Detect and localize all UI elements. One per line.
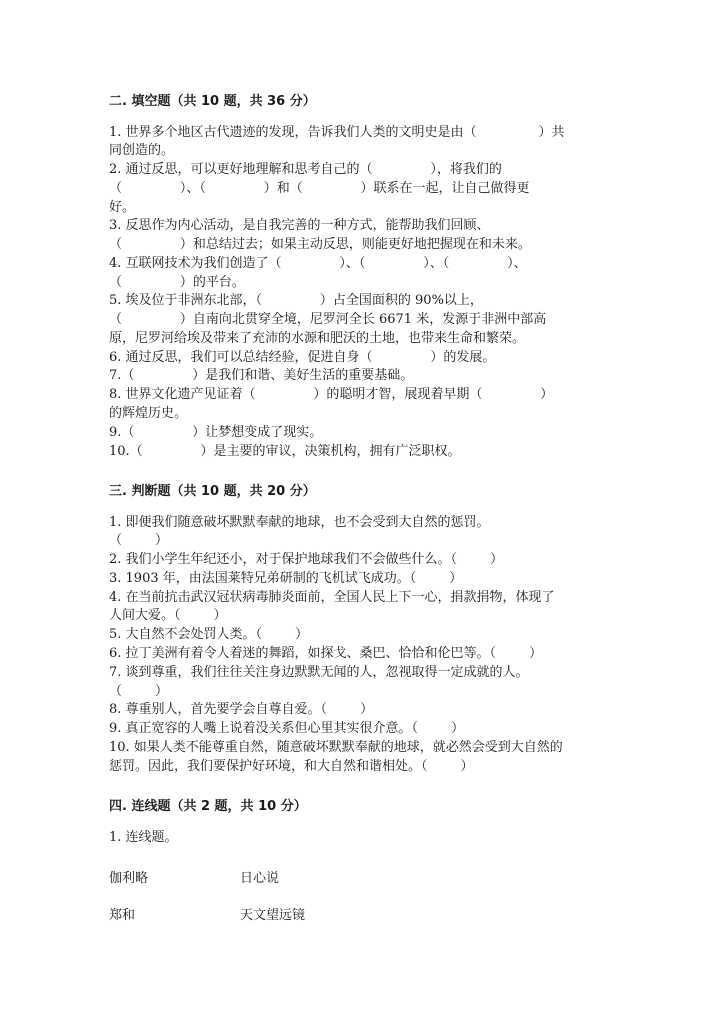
- true-false-line: 4. 在当前抗击武汉冠状病毒肺炎面前，全国人民上下一心，捐款捐物，体现了: [109, 590, 555, 605]
- match-right-item: 天文望远镜: [240, 908, 306, 923]
- match-left-item: 伽利略: [109, 871, 149, 886]
- fill-blank-line: 7.（ ）是我们和谐、美好生活的重要基础。: [109, 368, 414, 383]
- fill-blank-line: 好。: [109, 200, 136, 215]
- section-title-matching: 四. 连线题（共 2 题，共 10 分）: [109, 799, 307, 814]
- true-false-line: 惩罚。因此，我们要保护好环境，和大自然和谐相处。（ ）: [109, 759, 474, 774]
- true-false-line: （ ）: [109, 533, 169, 548]
- true-false-line: 2. 我们小学生年纪还小，对于保护地球我们不会做些什么。（ ）: [109, 552, 504, 567]
- true-false-line: 1. 即便我们随意破坏默默奉献的地球，也不会受到大自然的惩罚。: [109, 515, 490, 530]
- fill-blank-line: （ ）自南向北贯穿全境，尼罗河全长 6671 米，发源于非洲中部高: [109, 312, 547, 327]
- match-right-item: 日心说: [240, 871, 280, 886]
- fill-blank-line: （ ）和总结过去；如果主动反思，则能更好地把握现在和未来。: [109, 237, 531, 252]
- matching-question: 1. 连线题。: [109, 830, 178, 845]
- fill-blank-line: 1. 世界多个地区古代遗迹的发现，告诉我们人类的文明史是由（ ）共: [109, 125, 565, 140]
- true-false-line: 6. 拉丁美洲有着令人着迷的舞蹈，如探戈、桑巴、恰恰和伦巴等。（ ）: [109, 646, 543, 661]
- fill-blank-line: 原，尼罗河给埃及带来了充沛的水源和肥沃的土地，也带来生命和繁荣。: [109, 331, 526, 346]
- fill-blank-line: 6. 通过反思，我们可以总结经验，促进自身（ ）的发展。: [109, 350, 496, 365]
- fill-blank-line: 9.（ ）让梦想变成了现实。: [109, 425, 323, 440]
- true-false-line: 9. 真正宽容的人嘴上说着没关系但心里其实很介意。（ ）: [109, 721, 465, 736]
- true-false-line: （ ）: [109, 684, 169, 699]
- fill-blank-line: 3. 反思作为内心活动，是自我完善的一种方式，能帮助我们回顾、: [109, 218, 490, 233]
- true-false-line: 10. 如果人类不能尊重自然，随意破坏默默奉献的地球，就必然会受到大自然的: [109, 740, 563, 755]
- fill-blank-line: 的辉煌历史。: [109, 406, 188, 421]
- true-false-line: 人间大爱。（ ）: [109, 608, 227, 623]
- fill-blank-line: （ ）、（ ）和（ ）联系在一起，让自己做得更: [109, 181, 530, 196]
- fill-blank-line: （ ）的平台。: [109, 275, 245, 290]
- true-false-line: 8. 尊重别人，首先要学会自尊自爱。（ ）: [109, 702, 374, 717]
- fill-blank-line: 2. 通过反思，可以更好地理解和思考自己的（ ），将我们的: [109, 162, 502, 177]
- true-false-line: 7. 谈到尊重，我们往往关注身边默默无闻的人，忽视取得一定成就的人。: [109, 665, 529, 680]
- fill-blank-line: 10.（ ）是主要的审议，决策机构，拥有广泛职权。: [109, 444, 461, 459]
- fill-blank-line: 同创造的。: [109, 143, 175, 158]
- fill-blank-line: 8. 世界文化遗产见证着（ ）的聪明才智，展现着早期（ ）: [109, 387, 554, 402]
- section-title-true-false: 三. 判断题（共 10 题，共 20 分）: [109, 484, 316, 499]
- match-left-item: 郑和: [109, 908, 136, 923]
- fill-blank-line: 5. 埃及位于非洲东北部，（ ）占全国面积的 90%以上，: [109, 293, 483, 308]
- fill-blank-line: 4. 互联网技术为我们创造了（ ）、（ ）、（ ）、: [109, 256, 527, 271]
- true-false-line: 3. 1903 年，由法国莱特兄弟研制的飞机试飞成功。（ ）: [109, 571, 463, 586]
- section-title-fill-blank: 二. 填空题（共 10 题，共 36 分）: [109, 94, 316, 109]
- true-false-line: 5. 大自然不会处罚人类。（ ）: [109, 627, 309, 642]
